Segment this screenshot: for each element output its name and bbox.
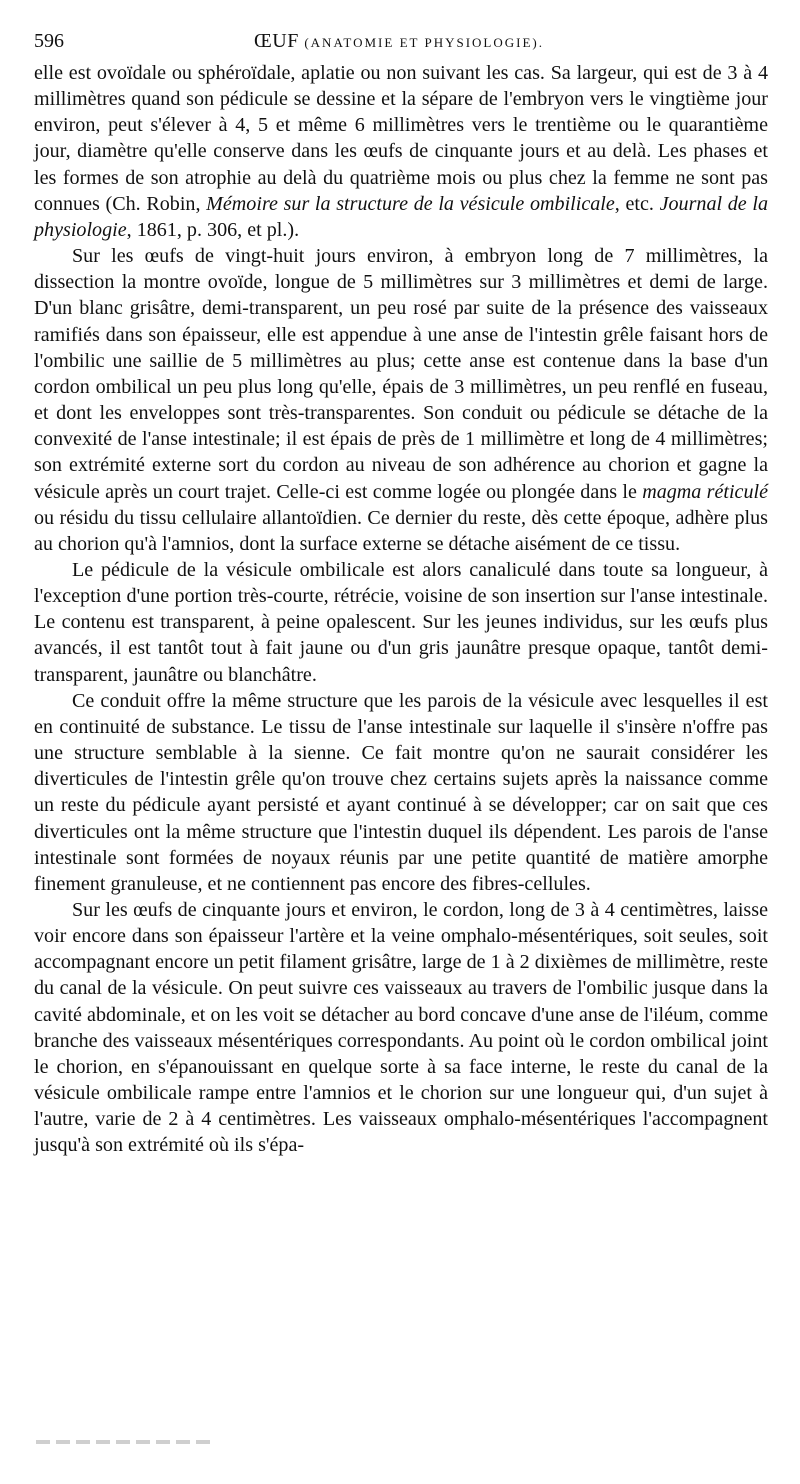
page-number: 596 xyxy=(34,30,64,52)
footer-smudge xyxy=(36,1440,216,1444)
paragraph xyxy=(34,688,768,897)
running-title-subtitle: (ANATOMIE ET PHYSIOLOGIE). xyxy=(304,35,544,50)
paragraph xyxy=(34,897,768,1159)
body-text xyxy=(34,60,768,1159)
paragraph-text: Le pédicule de la vésicule ombilicale est alors canaliculé dans toute sa longueur, à l'exception d'une portion très-courte, rétrécie, voisine de son insertion sur l'anse intestinale. Le contenu est transparent, à peine opalescent. Sur les jeunes individus, sur les œufs plus avancés, il est tantôt tout à fait jaune ou d'un gris jaunâtre presque opaque, tantôt demi-transparent, jaunâtre ou blanchâtre. xyxy=(34,558,768,686)
running-header xyxy=(34,30,764,56)
paragraph xyxy=(34,243,768,557)
paragraph-text: , 1861, p. 306, et pl.). xyxy=(126,218,300,241)
paragraph-text: Ce conduit offre la même structure que les parois de la vésicule avec lesquelles il est en continuité de substance. Le tissu de l'anse intestinale sur laquelle il s'insère n'offre pas une structure semblable à la sienne. Ce fait montre qu'on ne saurait considérer les diverticules de l'intestin grêle qu'on trouve chez certains sujets après la naissance comme un reste du pédicule ayant persisté et ayant continué à se développer; car on sait que ces diverticules ont la même structure que l'intestin duquel ils dépendent. Les parois de l'anse intestinale sont formées de noyaux réunis par une petite quantité de matière amorphe finement granuleuse, et ne contiennent pas encore des fibres-cellules. xyxy=(34,689,768,895)
paragraph-text: Sur les œufs de vingt-huit jours environ, à embryon long de 7 millimètres, la dissection la montre ovoïde, longue de 5 millimètres sur 3 millimètres et demi de large. D'un blanc grisâtre, demi-transparent, un peu rosé par suite de la présence des vaisseaux ramifiés dans son épaisseur, elle est appendue à une anse de l'intestin grêle faisant hors de l'ombilic une saillie de 5 millimètres au plus; cette anse est contenue dans la base d'un cordon ombilical un peu plus long qu'elle, épais de 3 millimètres, un peu renflé en fuseau, et dont les enveloppes sont très-transparentes. Son conduit ou pédicule se détache de la convexité de l'anse intestinale; il est épais de près de 1 millimètre et long de 4 millimètres; son extrémité externe sort du cordon au niveau de son adhérence au chorion et gagne la vésicule après un court trajet. Celle-ci est comme logée ou plongée dans le xyxy=(34,245,768,503)
paragraph xyxy=(34,60,768,243)
italic-citation-text: magma réticulé xyxy=(642,480,769,503)
italic-citation-text: Journal de la physiologie xyxy=(34,192,769,241)
paragraph-text: Sur les œufs de cinquante jours et environ, le cordon, long de 3 à 4 centimètres, laisse voir encore dans son épaisseur l'artère et la veine omphalo-mésentériques, soit seules, soit accompagnant encore un petit filament grisâtre, large de 1 à 2 dixièmes de millimètre, reste du canal de la vésicule. On peut suivre ces vaisseaux au travers de l'ombilic jusque dans la cavité abdominale, et on les voit se détacher au bord concave d'une anse de l'iléum, comme branche des vaisseaux mésentériques correspondants. Au point où le cordon ombilical joint le chorion, en s'épanouissant en quelque sorte à sa face interne, le reste du canal de la vésicule ombilicale rampe entre l'amnios et le chorion sur une longueur qui, d'un sujet à l'autre, varie de 2 à 4 centimètres. Les vaisseaux omphalo-mésentériques l'accompagnent jusqu'à son extrémité où ils s'épa- xyxy=(34,899,768,1157)
running-title xyxy=(34,30,764,53)
running-title-main: ŒUF xyxy=(253,30,299,52)
italic-citation-text: Mémoire sur la structure de la vésicule ombilicale xyxy=(206,192,615,215)
paragraph-text: , etc. xyxy=(614,192,660,215)
paragraph-text: elle est ovoïdale ou sphéroïdale, aplatie ou non suivant les cas. Sa largeur, qui est de 3 à 4 millimètres quand son pédicule se dessine et la sépare de l'embryon vers le vingtième jour environ, peut s'élever à 4, 5 et même 6 millimètres vers le trentième ou le quarantième jour, diamètre qu'elle conserve dans les œufs de cinquante jours et au delà. Les phases et les formes de son atrophie au delà du quatrième mois ou plus chez la femme ne sont pas connues (Ch. Robin, xyxy=(34,62,768,215)
paragraph xyxy=(34,557,768,688)
paragraph-text: ou résidu du tissu cellulaire allantoïdien. Ce dernier du reste, dès cette époque, adhère plus au chorion qu'à l'amnios, dont la surface externe se détache aisément de ce tissu. xyxy=(34,506,768,555)
